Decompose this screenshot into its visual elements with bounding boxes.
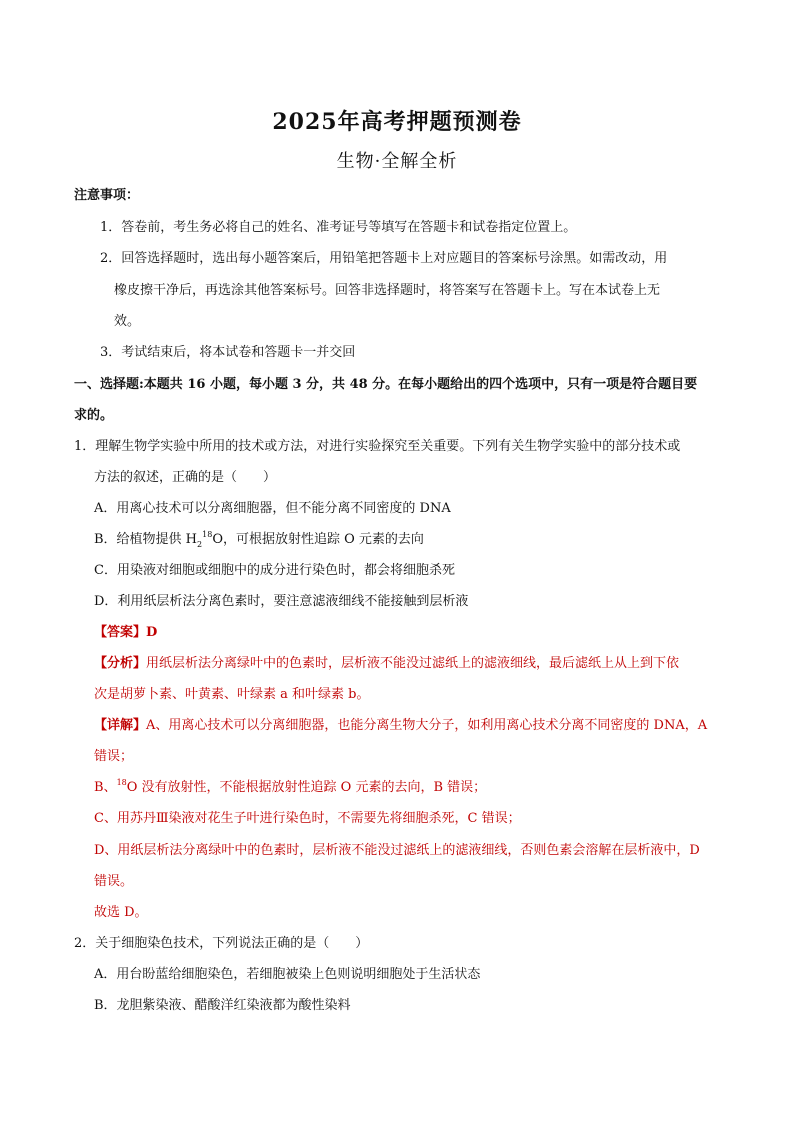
page-title: 2025年高考押题预测卷 (272, 109, 522, 135)
question-2-stem: 2．关于细胞染色技术，下列说法正确的是（ ） (74, 936, 369, 951)
notice-item-3: 3．考试结束后，将本试卷和答题卡一并交回 (100, 345, 356, 360)
question-2-option-b: B．龙胆紫染液、醋酸洋红染液都为酸性染料 (94, 998, 351, 1013)
question-1-stem-line-1: 1．理解生物学实验中所用的技术或方法，对进行实验探究至关重要。下列有关生物学实验中的部分技术或 (74, 439, 681, 454)
option-b-subscript: 2 (197, 539, 203, 549)
detail-line-3 (94, 779, 486, 797)
detail-line-2: 错误； (94, 749, 134, 764)
question-2-option-a: A．用台盼蓝给细胞染色，若细胞被染上色则说明细胞处于生活状态 (94, 967, 481, 982)
detail-label: 【详解】 (94, 718, 147, 733)
notice-item-2-line-2: 橡皮擦干净后，再选涂其他答案标号。回答非选择题时，将答案写在答题卡上。写在本试卷上无 (114, 283, 661, 298)
detail-line-7: 故选 D。 (94, 905, 148, 920)
section-heading-line-1: 一、选择题:本题共 16 小题，每小题 3 分，共 48 分。在每小题给出的四个选项中，只有一项是符合题目要 (74, 377, 698, 392)
detail-3-superscript: 18 (116, 777, 127, 787)
answer-line (94, 624, 157, 642)
detail-line-6: 错误。 (94, 874, 134, 889)
notice-item-1: 1．答卷前，考生务必将自己的姓名、准考证号等填写在答题卡和试卷指定位置上。 (100, 220, 577, 235)
analysis-text-1: 用纸层析法分离绿叶中的色素时，层析液不能没过滤纸上的滤液细线，最后滤纸上从上到下依 (146, 656, 680, 671)
question-1-stem-line-2: 方法的叙述，正确的是（ ） (94, 470, 277, 485)
question-1-option-a: A．用离心技术可以分离细胞器，但不能分离不同密度的 DNA (94, 501, 451, 516)
section-heading-line-2: 求的。 (74, 408, 114, 423)
detail-3-post: O 没有放射性，不能根据放射性追踪 O 元素的去向，B 错误； (126, 780, 487, 795)
option-b-superscript: 18 (202, 529, 213, 539)
question-1-option-b (94, 531, 424, 549)
detail-line-4: C、用苏丹Ⅲ染液对花生子叶进行染色时，不需要先将细胞杀死，C 错误； (94, 811, 521, 826)
detail-line-1 (94, 717, 707, 735)
notice-item-2-line-3: 效。 (114, 314, 141, 329)
answer-label: 【答案】 (94, 625, 147, 640)
analysis-line-1 (94, 655, 679, 673)
notice-item-2-line-1: 2．回答选择题时，选出每小题答案后，用铅笔把答题卡上对应题目的答案标号涂黑。如需改动，用 (100, 251, 668, 266)
page-subtitle: 生物·全解全析 (336, 151, 458, 172)
detail-line-5: D、用纸层析法分离绿叶中的色素时，层析液不能没过滤纸上的滤液细线，否则色素会溶解在层析液中，D (94, 843, 700, 858)
question-1-option-d: D．利用纸层析法分离色素时，要注意滤液细线不能接触到层析液 (94, 594, 469, 609)
notice-heading: 注意事项： (74, 188, 140, 203)
question-1-option-c: C．用染液对细胞或细胞中的成分进行染色时，都会将细胞杀死 (94, 563, 455, 578)
option-b-text-pre: B．给植物提供 H (94, 532, 198, 547)
analysis-label: 【分析】 (94, 656, 147, 671)
option-b-text-post: O，可根据放射性追踪 O 元素的去向 (212, 532, 424, 547)
detail-text-1: A、用离心技术可以分离细胞器，也能分离生物大分子，如利用离心技术分离不同密度的 DNA，A (146, 718, 708, 733)
answer-value: D (146, 625, 158, 640)
detail-3-pre: B、 (94, 780, 117, 795)
analysis-line-2: 次是胡萝卜素、叶黄素、叶绿素 a 和叶绿素 b。 (94, 687, 370, 702)
